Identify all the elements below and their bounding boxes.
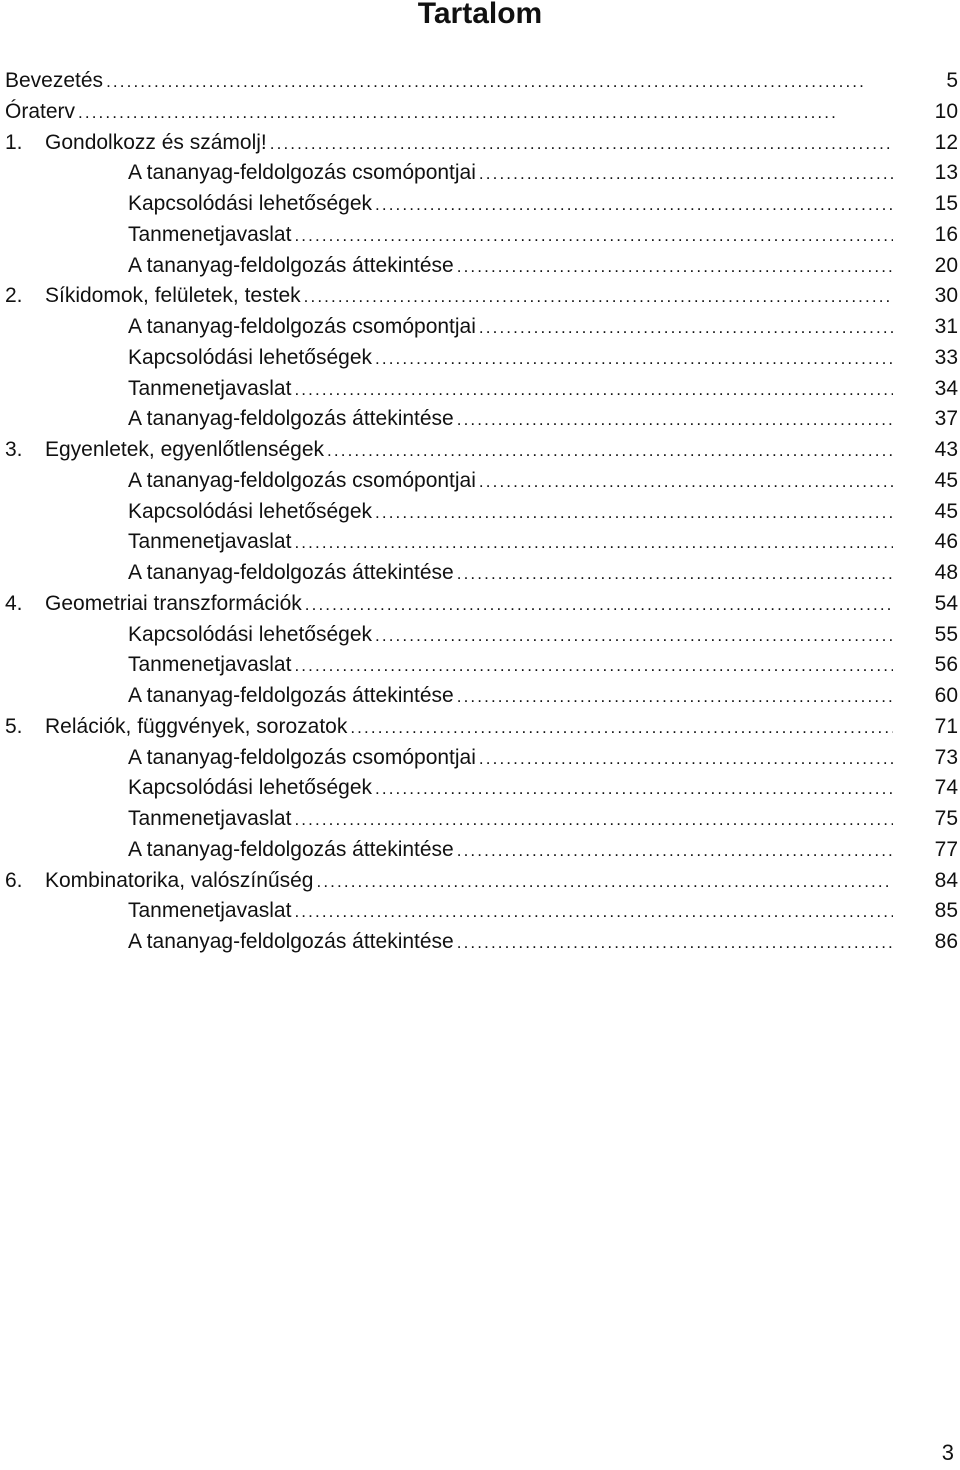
dot-leader <box>457 558 893 590</box>
toc-entry-title: Kapcsolódási lehetőségek <box>128 776 373 800</box>
toc-entry-title: Tanmenetjavaslat <box>128 222 292 246</box>
dot-leader <box>479 466 893 498</box>
toc-entry[interactable] <box>5 466 958 497</box>
toc-entry-title: Tanmenetjavaslat <box>128 376 292 400</box>
toc-entry-title: A tananyag-feldolgozás áttekintése <box>128 253 454 277</box>
toc-entry-page: 55 <box>934 622 958 646</box>
toc-entry-title: A tananyag-feldolgozás áttekintése <box>128 684 454 707</box>
dot-leader <box>457 927 893 959</box>
page-title: Tartalom <box>417 0 543 30</box>
toc-entry[interactable] <box>5 97 958 128</box>
toc-entry-title: Tanmenetjavaslat <box>128 530 292 554</box>
toc-entry-page: 31 <box>934 315 958 338</box>
dot-leader <box>375 620 893 652</box>
toc-entry[interactable] <box>5 220 958 251</box>
toc-entry-title: Tanmenetjavaslat <box>128 807 292 830</box>
toc-entry-page: 45 <box>934 468 958 492</box>
toc-entry[interactable] <box>5 620 958 651</box>
dot-leader <box>375 497 893 529</box>
toc-entry-number: 5. <box>5 714 23 738</box>
toc-entry-title: Tanmenetjavaslat <box>128 899 292 923</box>
toc-entry[interactable] <box>5 835 958 866</box>
toc-entry-title: Óraterv <box>5 99 76 123</box>
toc-entry-number: 1. <box>5 130 23 154</box>
toc-entry[interactable] <box>5 312 958 343</box>
toc-entry[interactable] <box>5 189 958 220</box>
toc-entry-title: A tananyag-feldolgozás csomópontjai <box>128 468 476 492</box>
toc-entry[interactable] <box>5 281 958 312</box>
dot-leader <box>294 896 893 928</box>
toc-entry-page: 16 <box>934 222 958 246</box>
toc-entry-title: Relációk, függvények, sorozatok <box>45 714 348 738</box>
toc-entry[interactable] <box>5 804 958 835</box>
toc-entry-page: 13 <box>934 161 958 185</box>
toc-entry-page: 86 <box>934 930 958 953</box>
toc-entry-page: 74 <box>934 776 958 800</box>
toc-entry[interactable] <box>5 251 958 282</box>
dot-leader <box>106 66 893 98</box>
toc-entry-title: A tananyag-feldolgozás áttekintése <box>128 930 454 953</box>
page-number: 3 <box>941 1440 954 1465</box>
toc-entry-page: 60 <box>934 684 958 707</box>
toc-entry-page: 37 <box>934 407 958 431</box>
toc-entry-page: 5 <box>946 69 958 92</box>
toc-entry[interactable] <box>5 374 958 405</box>
toc-entry-number: 4. <box>5 591 23 615</box>
dot-leader <box>479 743 893 775</box>
toc-entry-page: 73 <box>934 745 958 769</box>
dot-leader <box>316 866 893 898</box>
dot-leader <box>294 374 893 406</box>
toc-entry-page: 77 <box>934 837 958 861</box>
toc-entry[interactable] <box>5 527 958 558</box>
toc-entry-page: 56 <box>934 653 958 677</box>
toc-entry-page: 30 <box>934 284 958 308</box>
dot-leader <box>457 251 893 283</box>
dot-leader <box>294 650 893 682</box>
toc-entry[interactable] <box>5 712 958 743</box>
toc-entry-page: 34 <box>934 376 958 400</box>
toc-entry-title: Síkidomok, felületek, testek <box>45 284 301 308</box>
dot-leader <box>457 835 893 867</box>
toc-entry-page: 10 <box>934 99 958 123</box>
dot-leader <box>479 158 893 190</box>
toc-entry[interactable] <box>5 158 958 189</box>
toc-entry-title: A tananyag-feldolgozás áttekintése <box>128 837 454 861</box>
toc-entry-title: Bevezetés <box>5 69 104 92</box>
dot-leader <box>457 404 893 436</box>
toc-entry-page: 48 <box>934 561 958 584</box>
toc-entry-page: 12 <box>934 130 958 154</box>
dot-leader <box>479 312 893 344</box>
toc-entry[interactable] <box>5 589 958 620</box>
toc-entry-title: A tananyag-feldolgozás áttekintése <box>128 561 454 584</box>
dot-leader <box>375 189 893 221</box>
toc-entry-title: Kapcsolódási lehetőségek <box>128 499 373 523</box>
toc-entry-title: Kombinatorika, valószínűség <box>45 868 314 892</box>
toc-entry-title: Geometriai transzformációk <box>45 591 302 615</box>
toc-entry-page: 75 <box>934 807 958 830</box>
dot-leader <box>305 589 893 621</box>
dot-leader <box>304 281 893 313</box>
toc-entry-title: A tananyag-feldolgozás csomópontjai <box>128 315 476 338</box>
toc-entry-title: A tananyag-feldolgozás áttekintése <box>128 407 454 431</box>
toc-entry-page: 85 <box>934 899 958 923</box>
toc-entry-title: Kapcsolódási lehetőségek <box>128 192 373 215</box>
toc-entry-number: 6. <box>5 868 23 892</box>
toc-entry[interactable] <box>5 343 958 374</box>
dot-leader <box>457 681 893 713</box>
toc-entry[interactable] <box>5 404 958 435</box>
dot-leader <box>270 128 893 160</box>
toc-entry[interactable] <box>5 866 958 897</box>
toc-entry[interactable] <box>5 435 958 466</box>
toc-entry-page: 20 <box>934 253 958 277</box>
dot-leader <box>375 343 893 375</box>
dot-leader <box>350 712 893 744</box>
toc-entry[interactable] <box>5 66 958 97</box>
toc-entry[interactable] <box>5 650 958 681</box>
toc-entry-page: 33 <box>934 345 958 369</box>
toc-entry[interactable] <box>5 743 958 774</box>
dot-leader <box>294 527 893 559</box>
toc-entry[interactable] <box>5 927 958 958</box>
toc-entry-page: 54 <box>934 591 958 615</box>
toc-entry-page: 46 <box>934 530 958 554</box>
dot-leader <box>294 220 893 252</box>
toc-entry-page: 15 <box>934 192 958 215</box>
dot-leader <box>327 435 893 467</box>
toc-entry-title: Gondolkozz és számolj! <box>45 130 267 154</box>
toc-entry-page: 84 <box>934 868 958 892</box>
toc-entry[interactable] <box>5 773 958 804</box>
toc-entry[interactable] <box>5 558 958 589</box>
toc-entry-title: Egyenletek, egyenlőtlenségek <box>45 438 325 461</box>
toc-entry[interactable] <box>5 497 958 528</box>
toc-entry-page: 43 <box>934 438 958 461</box>
toc-entry-page: 71 <box>934 714 958 738</box>
toc-entry-title: Kapcsolódási lehetőségek <box>128 622 373 646</box>
toc-entry-title: A tananyag-feldolgozás csomópontjai <box>128 745 476 769</box>
toc-entry-title: A tananyag-feldolgozás csomópontjai <box>128 161 476 185</box>
toc-entry-number: 3. <box>5 438 23 461</box>
toc-entry[interactable] <box>5 128 958 159</box>
toc-entry-number: 2. <box>5 284 23 308</box>
dot-leader <box>78 97 893 129</box>
toc-entry-title: Tanmenetjavaslat <box>128 653 292 677</box>
toc-entry-title: Kapcsolódási lehetőségek <box>128 345 373 369</box>
dot-leader <box>294 804 893 836</box>
table-of-contents <box>5 66 958 958</box>
toc-entry[interactable] <box>5 896 958 927</box>
toc-entry-page: 45 <box>934 499 958 523</box>
toc-entry[interactable] <box>5 681 958 712</box>
dot-leader <box>375 773 893 805</box>
